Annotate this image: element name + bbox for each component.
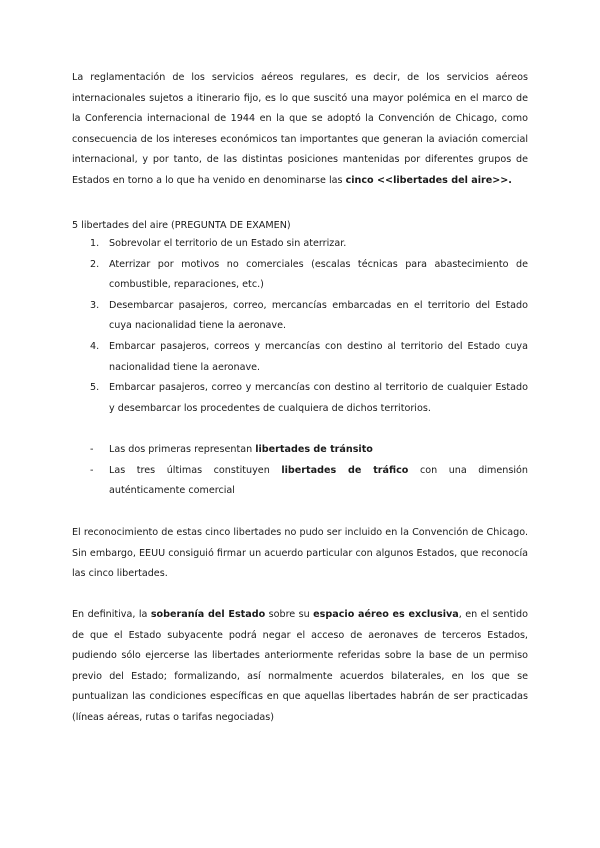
freedoms-list [90,234,528,419]
note-bold-term: libertades de tráfico [281,464,409,476]
list-item-text: Sobrevolar el territorio de un Estado sin aterrizar. [109,238,347,249]
list-item [90,378,528,419]
list-item [90,234,528,255]
freedoms-list-title: 5 libertades del aire (PREGUNTA DE EXAMEN) [72,220,291,231]
list-item [90,440,528,461]
bullet-dash: - [90,464,94,476]
notes-list [90,440,528,502]
conclusion-paragraph [72,605,528,729]
list-item-text: Aterrizar por motivos no comerciales (escalas técnicas para abastecimiento de combustible, reparaciones, etc.) [109,258,528,291]
list-item-number: 5. [90,382,100,394]
list-item-number: 2. [90,258,100,270]
conclusion-text: sobre su [265,609,314,620]
intro-bold-term: cinco <<libertades del aire>>. [345,174,512,186]
note-text-after: con una dimensión auténticamente comercial [109,464,528,497]
bullet-dash: - [90,444,94,455]
list-item-text: Embarcar pasajeros, correos y mercancías con destino al territorio del Estado cuya nacionalidad tiene la aeronave. [109,340,528,373]
note-bold-term: libertades de tránsito [255,444,373,455]
conclusion-bold-sovereignty: soberanía del Estado [150,609,266,620]
recognition-line-1: El reconocimiento de estas cinco libertades no pudo ser incluido en la Convención de Chicago. [72,527,528,538]
conclusion-text: En definitiva, la [72,609,151,620]
conclusion-text: , en el sentido de que el Estado subyacente podrá negar el acceso de aeronaves de terceros Estados, pudiendo sólo ejercerse las libertades anteriormente referidas sobre la base de un permiso previo del Estado; formalizando, así normalmente acuerdos bilaterales, en los que se puntualizan las condiciones específicas en que aquellas libertades habrán de ser practicadas (líneas aéreas, rutas o tarifas negociadas) [72,609,529,723]
recognition-paragraph [72,523,528,585]
list-item-text: Desembarcar pasajeros, correo, mercancías embarcadas en el territorio del Estado cuya nacionalidad tiene la aeronave. [109,299,528,332]
list-item-text: Embarcar pasajeros, correo y mercancías con destino al territorio de cualquier Estado y desembarcar los procedentes de cualquiera de dichos territorios. [109,382,528,414]
conclusion-bold-airspace: espacio aéreo es exclusiva [313,609,459,620]
recognition-line-2: Sin embargo, EEUU consiguió firmar un acuerdo particular con algunos Estados, que reconocía las cinco libertades. [72,547,528,580]
list-item [90,461,528,502]
intro-paragraph [72,68,528,192]
list-item [90,296,528,337]
note-text: Las tres últimas constituyen [109,464,282,476]
list-item-number: 4. [90,340,100,352]
list-item-number: 3. [90,299,100,311]
list-item-number: 1. [90,238,100,249]
note-text: Las dos primeras representan [109,444,256,455]
intro-text: La reglamentación de los servicios aéreos regulares, es decir, de los servicios aéreos internacionales sujetos a itinerario fijo, es lo que suscitó una mayor polémica en el marco de la Conferencia internacional de 1944 en la que se adoptó la Convención de Chicago, como consecuencia de los intereses económicos tan importantes que generan la aviación comercial internacional, y por tanto, de las distintas posiciones mantenidas por diferentes grupos de Estados en torno a lo que ha venido en denominarse las [72,72,528,186]
list-item [90,255,528,296]
list-item [90,337,528,378]
